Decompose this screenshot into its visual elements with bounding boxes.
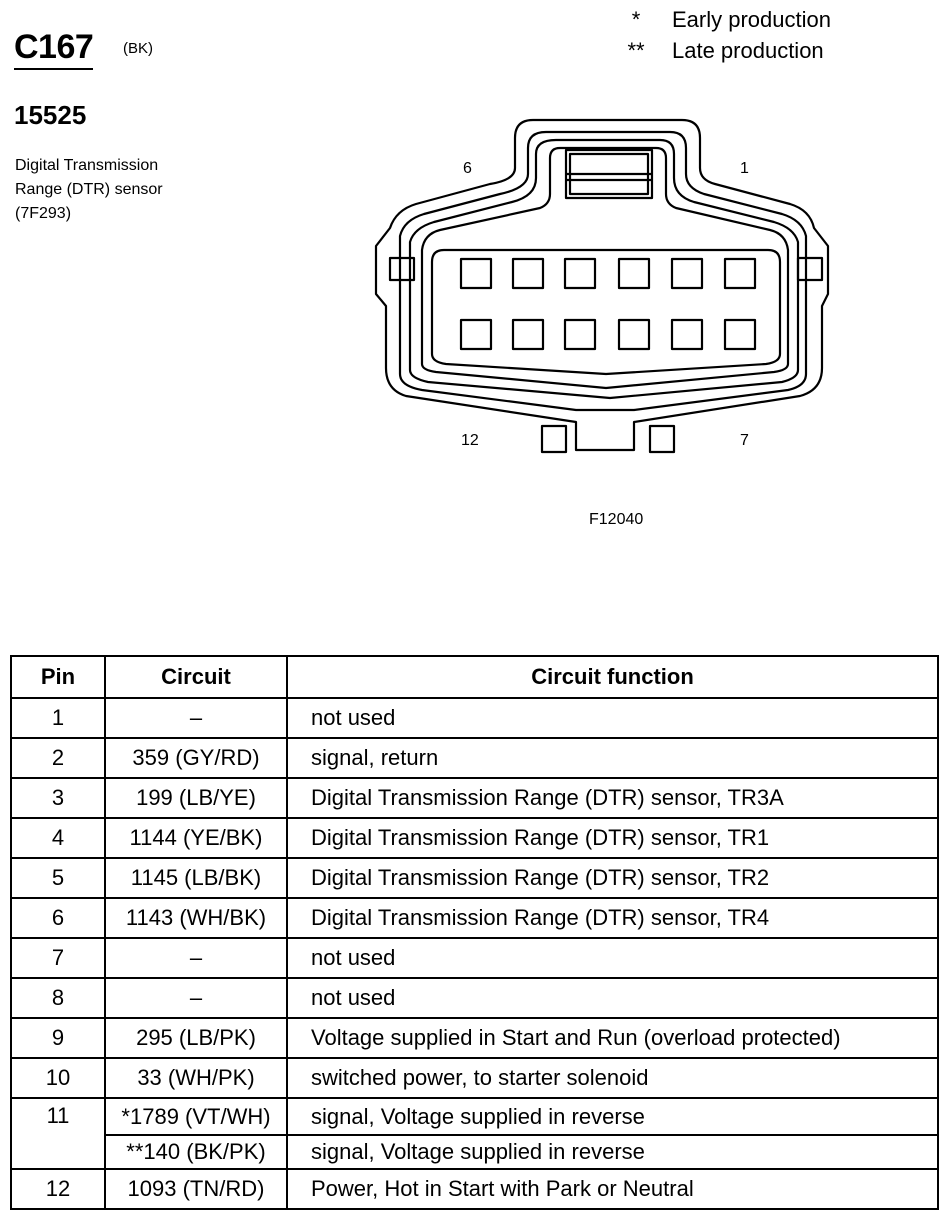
circuit-cell: 199 (LB/YE) <box>105 778 287 818</box>
connector-inner-shell-2 <box>410 140 798 398</box>
function-cell: Digital Transmission Range (DTR) sensor, TR3A <box>287 778 938 818</box>
function-cell: not used <box>287 978 938 1018</box>
pin-cell: 1 <box>11 698 105 738</box>
circuit-cell: 359 (GY/RD) <box>105 738 287 778</box>
circuit-cell: 1093 (TN/RD) <box>105 1169 287 1209</box>
pin-label-bottom-left: 12 <box>461 432 479 449</box>
table-row <box>11 698 938 738</box>
bottom-key-left <box>542 426 566 452</box>
pin-cavity-5 <box>513 259 543 288</box>
function-cell: signal, Voltage supplied in reverse <box>287 1135 938 1169</box>
pin-cavity-10 <box>565 320 595 349</box>
pinout-table <box>10 655 939 1210</box>
table-row <box>11 1135 938 1169</box>
circuit-cell: 1144 (YE/BK) <box>105 818 287 858</box>
legend-symbol: * <box>631 7 641 32</box>
circuit-cell: *1789 (VT/WH) <box>105 1098 287 1135</box>
function-cell: switched power, to starter solenoid <box>287 1058 938 1098</box>
table-row <box>11 778 938 818</box>
pin-cavity-4 <box>565 259 595 288</box>
pin-cell: 12 <box>11 1169 105 1209</box>
pin-cavity-7 <box>725 320 755 349</box>
table-row <box>11 978 938 1018</box>
pin-cavity-6 <box>461 259 491 288</box>
component-description: Digital Transmission Range (DTR) sensor (7F293) <box>15 157 163 222</box>
legend-symbol: ** <box>627 38 645 63</box>
connector-color-code: (BK) <box>123 40 153 57</box>
pin-cell: 4 <box>11 818 105 858</box>
function-cell: Voltage supplied in Start and Run (overload protected) <box>287 1018 938 1058</box>
pin-label-top-right: 1 <box>740 160 749 177</box>
pin-cell: 7 <box>11 938 105 978</box>
circuit-cell: 1143 (WH/BK) <box>105 898 287 938</box>
function-cell: Digital Transmission Range (DTR) sensor, TR1 <box>287 818 938 858</box>
circuit-cell: 295 (LB/PK) <box>105 1018 287 1058</box>
header-pin: Pin <box>11 656 105 698</box>
table-row <box>11 1169 938 1209</box>
circuit-cell: **140 (BK/PK) <box>105 1135 287 1169</box>
header-function: Circuit function <box>287 656 938 698</box>
table-row <box>11 818 938 858</box>
pin-cavity-12 <box>461 320 491 349</box>
table-row <box>11 858 938 898</box>
table-row <box>11 938 938 978</box>
circuit-cell: – <box>105 938 287 978</box>
header-circuit: Circuit <box>105 656 287 698</box>
production-legend <box>600 4 831 66</box>
pin-cell: 2 <box>11 738 105 778</box>
pin-cell: 5 <box>11 858 105 898</box>
pin-label-top-left: 6 <box>463 160 472 177</box>
pin-cell <box>11 1135 105 1169</box>
table-header-row <box>11 656 938 698</box>
function-cell: not used <box>287 698 938 738</box>
function-cell: not used <box>287 938 938 978</box>
circuit-cell: – <box>105 978 287 1018</box>
pin-cavity-2 <box>672 259 702 288</box>
connector-id: C167 <box>14 28 93 70</box>
pin-cell: 9 <box>11 1018 105 1058</box>
function-cell: signal, return <box>287 738 938 778</box>
circuit-cell: 1145 (LB/BK) <box>105 858 287 898</box>
pin-cavity-1 <box>725 259 755 288</box>
table-row <box>11 1098 938 1135</box>
pin-cavity-8 <box>672 320 702 349</box>
pin-cell: 3 <box>11 778 105 818</box>
function-cell: Digital Transmission Range (DTR) sensor, TR2 <box>287 858 938 898</box>
table-row <box>11 898 938 938</box>
pin-cell: 6 <box>11 898 105 938</box>
function-cell: signal, Voltage supplied in reverse <box>287 1098 938 1135</box>
legend-text: Late production <box>672 38 824 63</box>
right-side-tab <box>798 258 822 280</box>
bottom-key-right <box>650 426 674 452</box>
pin-label-bottom-right: 7 <box>740 432 749 449</box>
pin-cavity-11 <box>513 320 543 349</box>
pin-cell: 8 <box>11 978 105 1018</box>
function-cell: Power, Hot in Start with Park or Neutral <box>287 1169 938 1209</box>
table-row <box>11 738 938 778</box>
pin-cell: 10 <box>11 1058 105 1098</box>
connector-cavity-wall <box>422 148 788 388</box>
table-row <box>11 1058 938 1098</box>
pin-cavity-3 <box>619 259 649 288</box>
pin-field-border <box>432 250 780 374</box>
circuit-cell: 33 (WH/PK) <box>105 1058 287 1098</box>
legend-row-late <box>600 35 831 66</box>
function-cell: Digital Transmission Range (DTR) sensor, TR4 <box>287 898 938 938</box>
connector-face-diagram <box>370 108 840 468</box>
connector-outer-shell <box>376 120 828 450</box>
circuit-cell: – <box>105 698 287 738</box>
pin-cavity-9 <box>619 320 649 349</box>
table-row <box>11 1018 938 1058</box>
pin-cell: 11 <box>11 1098 105 1135</box>
legend-text: Early production <box>672 7 831 32</box>
figure-code: F12040 <box>589 511 644 528</box>
legend-row-early <box>600 4 831 35</box>
part-number: 15525 <box>14 100 87 130</box>
